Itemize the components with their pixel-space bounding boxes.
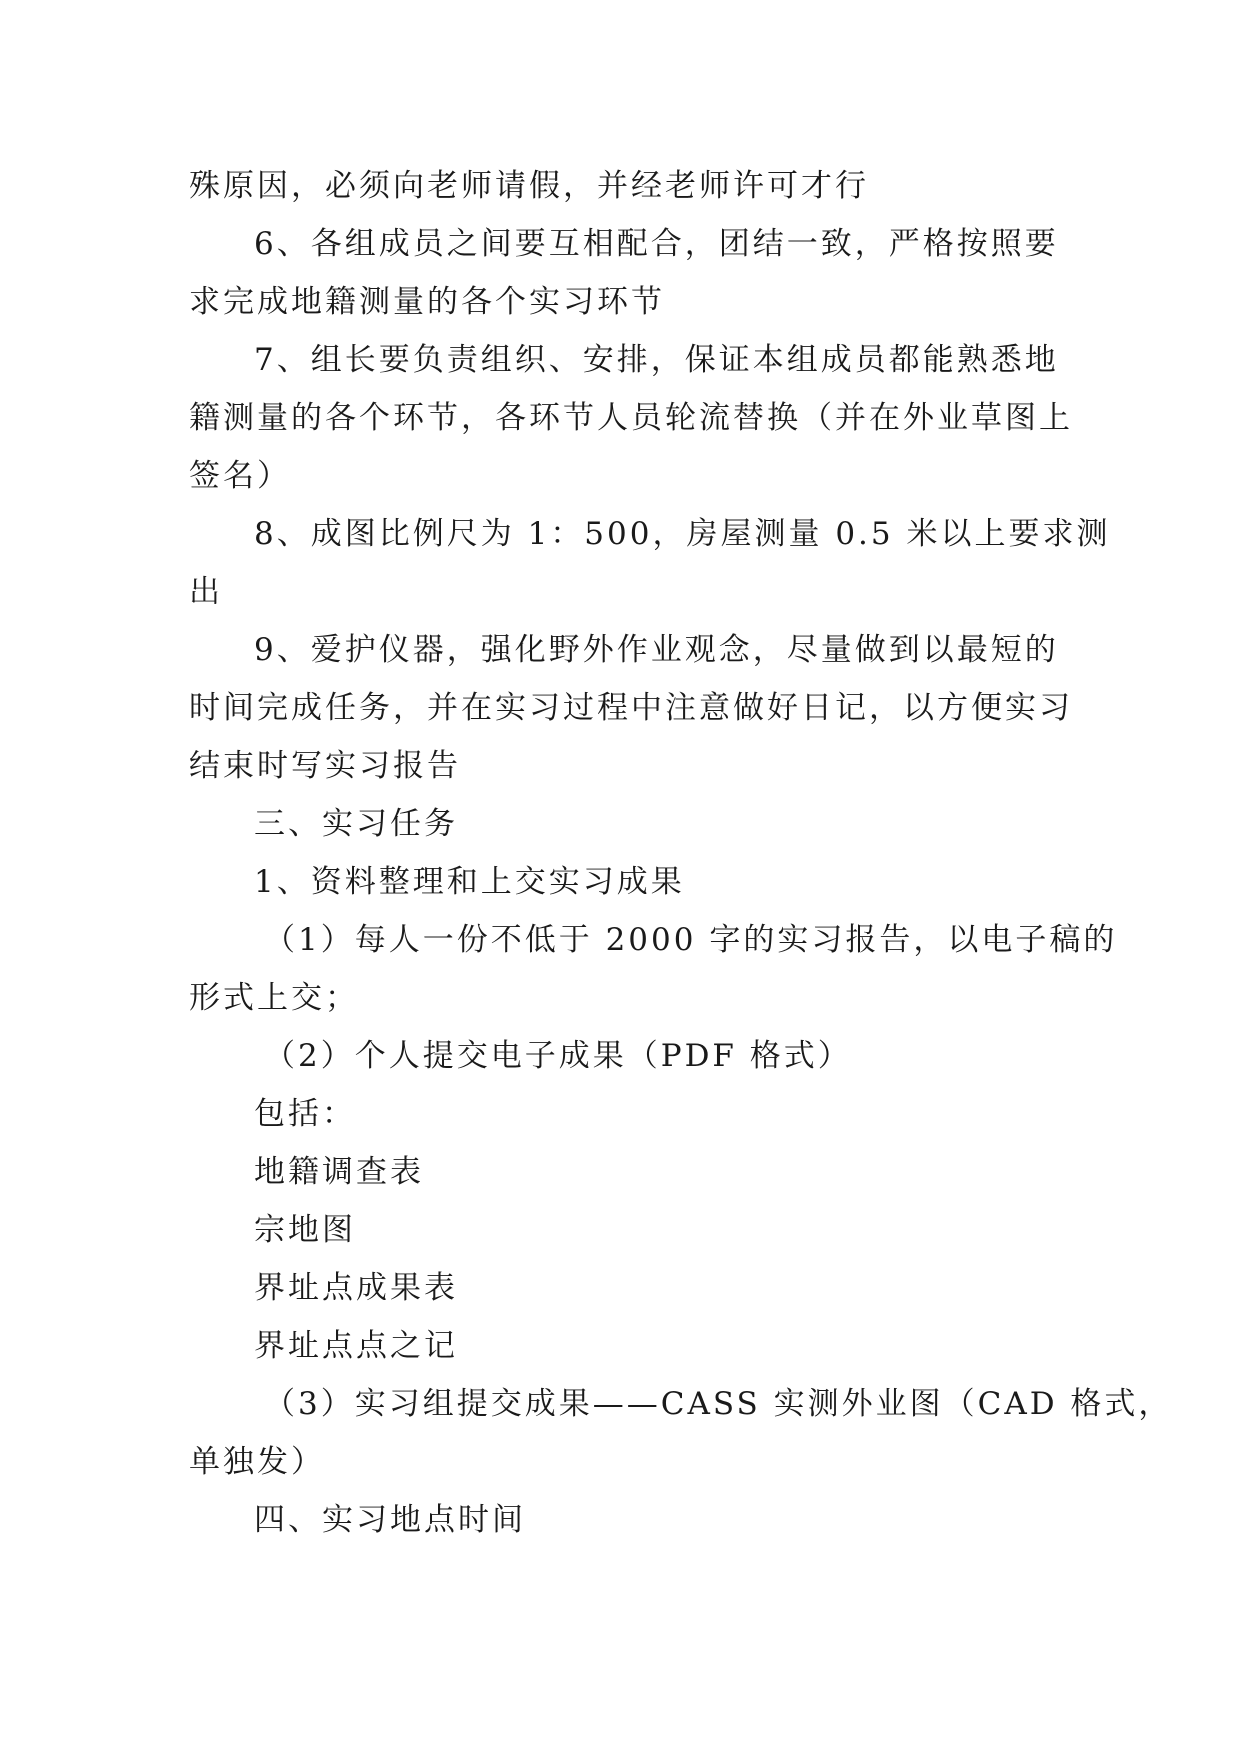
text-line: 7、组长要负责组织、安排，保证本组成员都能熟悉地 <box>254 342 1059 378</box>
text-line: 求完成地籍测量的各个实习环节 <box>189 284 665 320</box>
list-item: 地籍调查表 <box>254 1154 424 1190</box>
list-item: 界址点成果表 <box>254 1270 458 1306</box>
list-item: 宗地图 <box>254 1212 356 1248</box>
text-line: 殊原因，必须向老师请假，并经老师许可才行 <box>189 168 869 204</box>
text-line: 6、各组成员之间要互相配合，团结一致，严格按照要 <box>254 226 1059 262</box>
text-line: （3）实习组提交成果——CASS 实测外业图（CAD 格式， <box>264 1386 1173 1422</box>
text-line: 时间完成任务，并在实习过程中注意做好日记，以方便实习 <box>189 690 1073 726</box>
text-line: 签名） <box>189 458 291 494</box>
text-line: 籍测量的各个环节，各环节人员轮流替换（并在外业草图上 <box>189 400 1073 436</box>
section-heading: 四、实习地点时间 <box>254 1502 526 1538</box>
text-line: 形式上交； <box>189 980 359 1016</box>
section-heading: 三、实习任务 <box>254 806 458 842</box>
text-line: 单独发） <box>189 1444 325 1480</box>
text-line: （1）每人一份不低于 2000 字的实习报告，以电子稿的 <box>264 922 1118 958</box>
text-line: 9、爱护仪器，强化野外作业观念，尽量做到以最短的 <box>254 632 1059 668</box>
text-line: （2）个人提交电子成果（PDF 格式） <box>264 1038 852 1074</box>
text-line: 8、成图比例尺为 1：500，房屋测量 0.5 米以上要求测 <box>254 516 1111 552</box>
text-line: 1、资料整理和上交实习成果 <box>254 864 685 900</box>
text-line: 出 <box>189 574 223 610</box>
text-line: 结束时写实习报告 <box>189 748 461 784</box>
list-item: 界址点点之记 <box>254 1328 458 1364</box>
text-line: 包括： <box>254 1096 356 1132</box>
